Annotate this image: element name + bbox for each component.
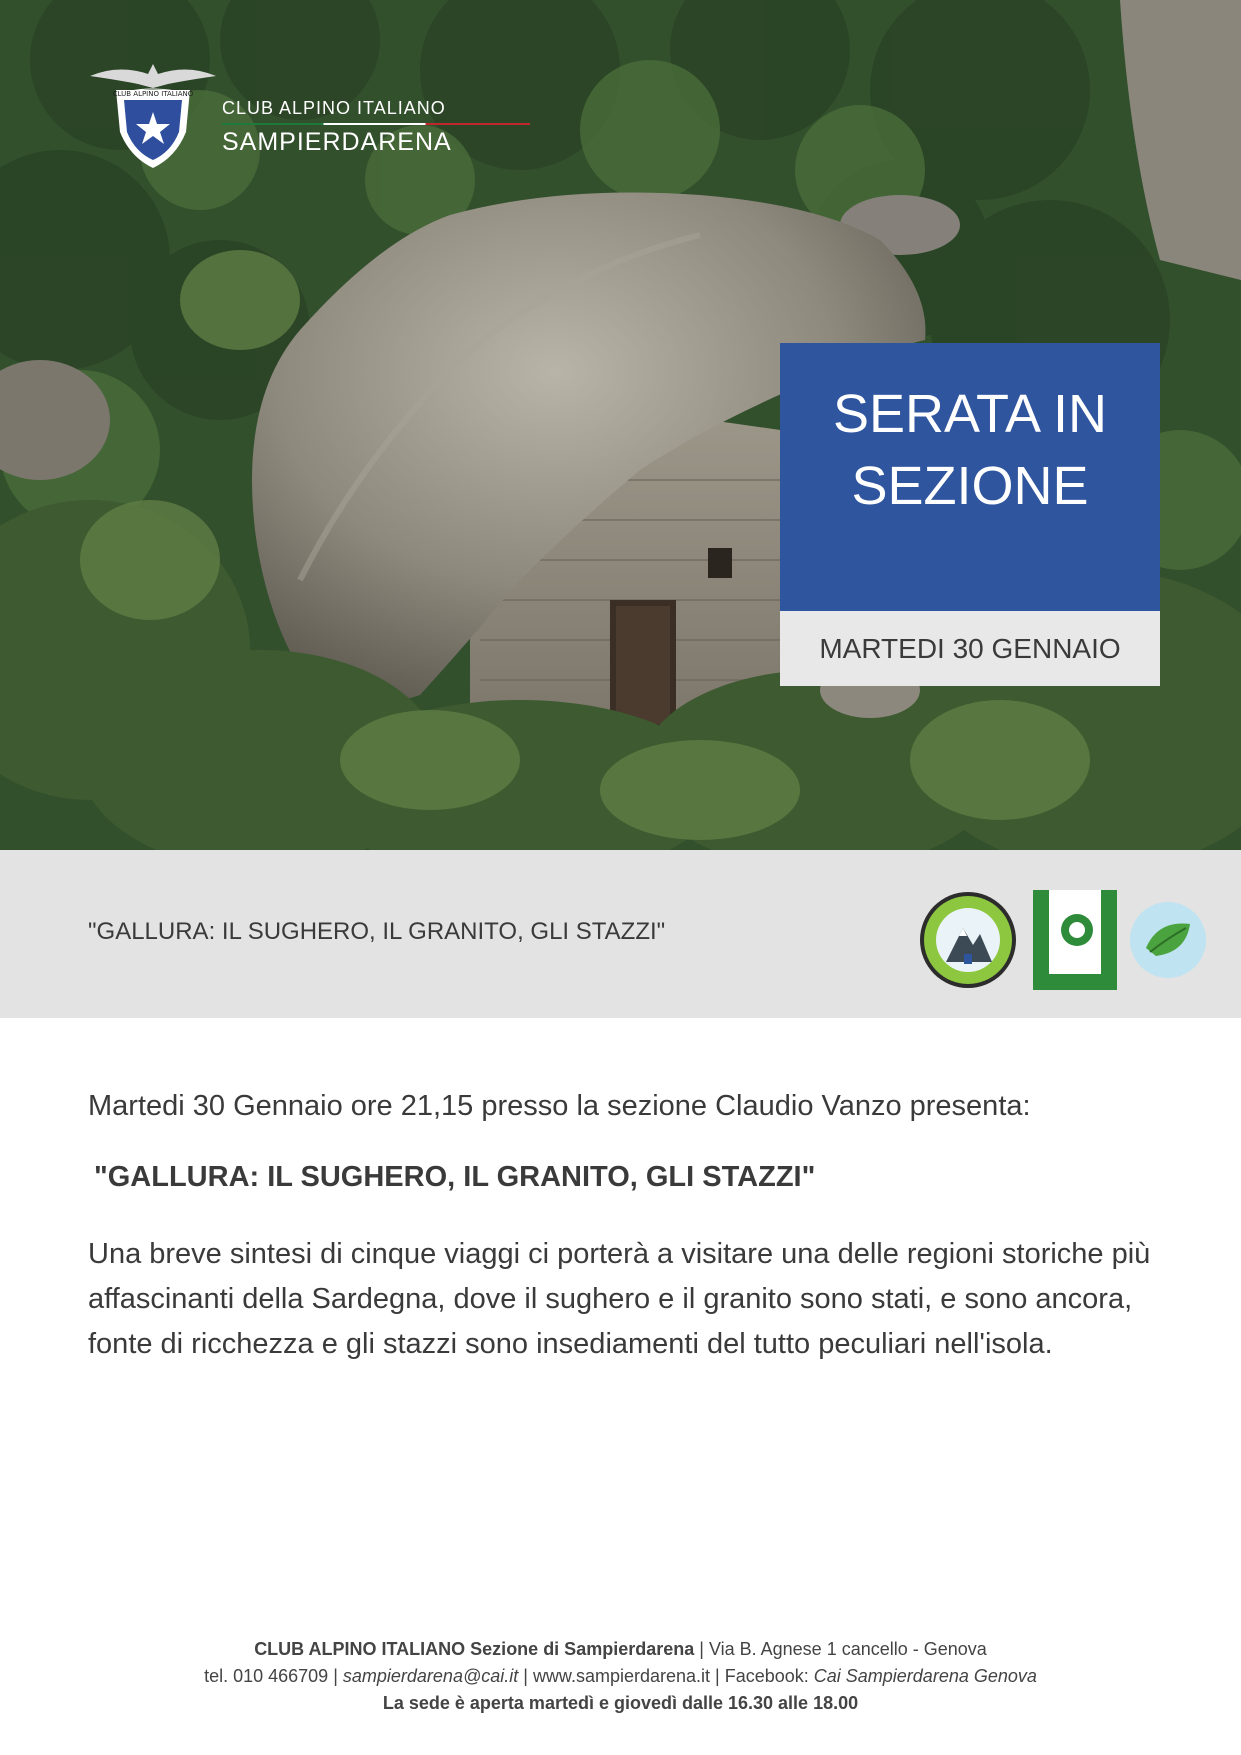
banner-talk-title: "GALLURA: IL SUGHERO, IL GRANITO, GLI STAZZI": [88, 918, 666, 945]
footer-line3: [0, 1690, 1241, 1717]
footer-line2: [0, 1663, 1241, 1690]
footer-line1: [0, 1636, 1241, 1663]
event-title-line2: SEZIONE: [851, 456, 1089, 516]
pro-natura-genova-badge: [1033, 890, 1117, 990]
footer-address: Via B. Agnese 1 cancello - Genova: [708, 1639, 987, 1659]
footer-hours: La sede è aperta martedì e giovedì dalle 16.30 alle 18.00: [382, 1693, 859, 1713]
logo-tricolor-rule: [222, 123, 530, 125]
footer-email-link[interactable]: sampierdarena@cai.it: [342, 1666, 519, 1686]
footer-sep: |: [518, 1666, 533, 1686]
federazione-pro-natura-badge: [1128, 890, 1208, 990]
event-date: MARTEDI 30 GENNAIO: [780, 611, 1160, 686]
footer-facebook-label: Facebook:: [724, 1666, 814, 1686]
footer-sep: |: [694, 1639, 709, 1659]
cai-eagle-shield-emblem: [88, 62, 218, 174]
cai-logo: [88, 62, 468, 182]
event-headline: "GALLURA: IL SUGHERO, IL GRANITO, GLI STAZZI": [94, 1161, 816, 1193]
subtitle-banner: [0, 850, 1241, 1018]
footer-website-link[interactable]: www.sampierdarena.it: [532, 1666, 711, 1686]
event-title-box: [780, 343, 1160, 611]
footer-org: CLUB ALPINO ITALIANO Sezione di Sampierdarena: [254, 1639, 695, 1659]
footer-sep: |: [710, 1666, 725, 1686]
footer-tel: tel. 010 466709: [204, 1666, 329, 1686]
emblem-text: CLUB ALPINO ITALIANO: [112, 90, 194, 98]
event-description: [88, 1090, 1168, 1367]
hero-photo: [0, 0, 1241, 850]
comitato-scientifico-badge: [918, 890, 1018, 990]
logo-club-name: CLUB ALPINO ITALIANO: [222, 98, 446, 118]
footer-sep: |: [328, 1666, 343, 1686]
event-intro: Martedi 30 Gennaio ore 21,15 presso la sezione Claudio Vanzo presenta:: [88, 1090, 1031, 1122]
footer-facebook-link[interactable]: Cai Sampierdarena Genova: [813, 1666, 1037, 1686]
event-title-line1: SERATA IN: [832, 384, 1108, 444]
footer: [0, 1636, 1241, 1717]
event-body: Una breve sintesi di cinque viaggi ci porterà a visitare una delle regioni storiche più affascinanti della Sardegna, dove il sughero e il granito sono stati, e sono ancora, fonte di ricchezza e gli stazzi sono insediamenti del tutto peculiari nell'isola.: [88, 1238, 1151, 1360]
logo-section-name: SAMPIERDARENA: [222, 128, 452, 156]
